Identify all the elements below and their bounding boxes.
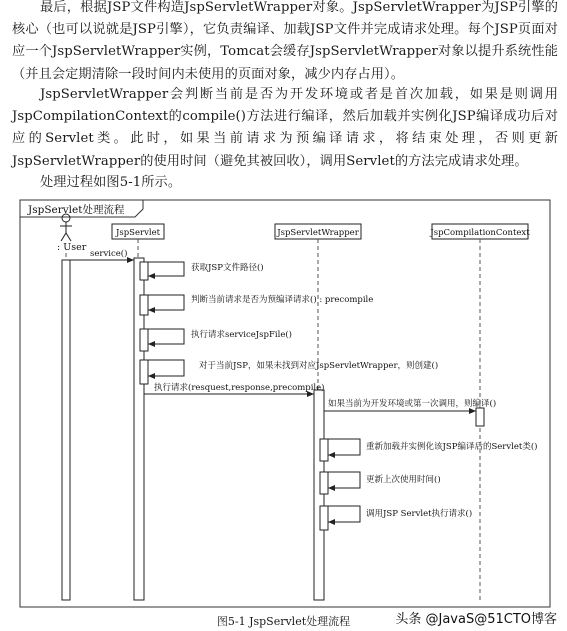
- activation-user: [62, 260, 70, 600]
- msg-compile: 如果当前为开发环境或第一次调用，则编译(): [328, 399, 497, 409]
- msg-reload: 重新加载并实例化该JSP编译后的Servlet类(): [366, 442, 538, 452]
- self-call-create-wrapper: [144, 360, 184, 376]
- activation-jspservlet-self-1: [140, 262, 148, 280]
- self-call-precompile: [144, 295, 184, 310]
- arrowhead-service: [127, 257, 134, 263]
- activation-jspservlet-self-2: [140, 295, 148, 315]
- actor-label: : User: [57, 242, 87, 253]
- paragraph-2: JspServletWrapper会判断当前是否为开发环境或者是首次加载，如果是则调用JspCompilationContext的compile()方法进行编译，然后加载并实例化JSP编译成功后对应的Servlet类。此时，如果当前请求为预编译请求，将结束处理，否则更新JspServletWrapper的使用时间（避免其被回收），调用Servlet的方法完成请求处理。: [12, 87, 558, 169]
- activation-wrapper-self-1: [320, 439, 328, 461]
- self-call-get-path: [144, 262, 184, 276]
- lifeline-jspservlet-label: JspServlet: [115, 228, 161, 238]
- msg-update-time: 更新上次使用时间(): [366, 475, 441, 485]
- paragraph-3: 处理过程如图5-1所示。: [40, 175, 182, 190]
- self-call-service-jsp: [144, 329, 184, 344]
- activation-jspservlet-self-3: [140, 329, 148, 351]
- msg-service-jsp: 执行请求serviceJspFile(): [191, 330, 292, 340]
- lifeline-context-label: JspCompilationContext: [430, 228, 530, 238]
- self-call-reload: [324, 439, 360, 455]
- msg-invoke-servlet: 调用JSP Servlet执行请求(): [366, 509, 473, 519]
- figure-caption: 图5-1 JspServlet处理流程: [216, 615, 351, 628]
- msg-precompile: 判断当前请求是否为预编译请求() : precompile: [191, 295, 374, 305]
- user-actor-icon: [60, 214, 72, 241]
- msg-service: service(): [90, 249, 128, 259]
- lifeline-wrapper-label: JspServletWrapper: [277, 228, 359, 238]
- msg-exec-request: 执行请求(resquest,response,precompile): [154, 383, 325, 393]
- activation-wrapper: [314, 390, 324, 600]
- frame-title: JspServlet处理流程: [28, 204, 125, 216]
- paragraph-1: 最后，根据JSP文件构造JspServletWrapper对象。JspServletWrapper为JSP引擎的核心（也可以说就是JSP引擎），它负责编译、加载JSP文件并完成请求处理。每个JSP页面对应一个JspServletWrapper实例，Tomcat会缓存JspServletWrapper对象以提升系统性能（并且会定期清除一段时间内未使用的页面对象，减少内存占用）。: [12, 0, 558, 82]
- msg-get-path: 获取JSP文件路径(): [191, 263, 264, 273]
- activation-jspservlet-self-4: [140, 360, 148, 384]
- self-call-update-time: [324, 472, 360, 488]
- activation-wrapper-self-2: [320, 472, 328, 494]
- activation-wrapper-self-3: [320, 506, 328, 530]
- activation-context: [476, 408, 484, 426]
- watermark: 头条 @JavaS@51CTO博客: [395, 612, 557, 627]
- msg-create-wrapper: 对于当前JSP，如果未找到对应JspServletWrapper，则创建(): [199, 361, 439, 371]
- self-call-invoke-servlet: [324, 506, 360, 522]
